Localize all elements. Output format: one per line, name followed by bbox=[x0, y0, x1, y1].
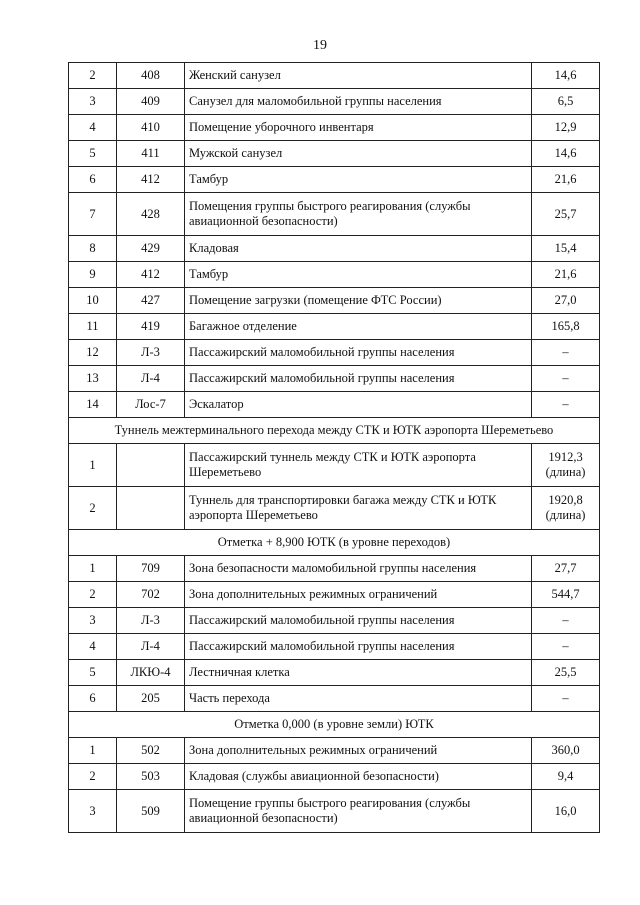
table-row bbox=[69, 288, 600, 314]
row-number: 5 bbox=[69, 660, 117, 686]
row-number: 1 bbox=[69, 444, 117, 487]
room-code: 709 bbox=[117, 556, 185, 582]
room-area: – bbox=[532, 608, 600, 634]
table-row bbox=[69, 167, 600, 193]
table-row bbox=[69, 63, 600, 89]
section-title: Отметка 0,000 (в уровне земли) ЮТК bbox=[69, 712, 600, 738]
row-number: 1 bbox=[69, 738, 117, 764]
room-code: 702 bbox=[117, 582, 185, 608]
table-row bbox=[69, 444, 600, 487]
room-area: 25,5 bbox=[532, 660, 600, 686]
table-row bbox=[69, 634, 600, 660]
room-code: 205 bbox=[117, 686, 185, 712]
room-code: 412 bbox=[117, 167, 185, 193]
room-name: Пассажирский маломобильной группы населения bbox=[185, 340, 532, 366]
table-row bbox=[69, 193, 600, 236]
row-number: 4 bbox=[69, 115, 117, 141]
room-code: Л-4 bbox=[117, 366, 185, 392]
room-code: 503 bbox=[117, 764, 185, 790]
room-name: Кладовая (службы авиационной безопасности) bbox=[185, 764, 532, 790]
row-number: 1 bbox=[69, 556, 117, 582]
table-row bbox=[69, 790, 600, 833]
row-number: 13 bbox=[69, 366, 117, 392]
table-row bbox=[69, 340, 600, 366]
row-number: 3 bbox=[69, 89, 117, 115]
section-row bbox=[69, 418, 600, 444]
row-number: 5 bbox=[69, 141, 117, 167]
row-number: 3 bbox=[69, 608, 117, 634]
room-name: Санузел для маломобильной группы населения bbox=[185, 89, 532, 115]
rooms-table-body bbox=[69, 63, 600, 833]
room-area: 21,6 bbox=[532, 167, 600, 193]
table-row bbox=[69, 764, 600, 790]
room-area: 544,7 bbox=[532, 582, 600, 608]
room-area: 27,0 bbox=[532, 288, 600, 314]
row-number: 8 bbox=[69, 236, 117, 262]
row-number: 7 bbox=[69, 193, 117, 236]
room-area: 1912,3 (длина) bbox=[532, 444, 600, 487]
row-number: 10 bbox=[69, 288, 117, 314]
room-code: 427 bbox=[117, 288, 185, 314]
table-row bbox=[69, 608, 600, 634]
room-name: Пассажирский туннель между СТК и ЮТК аэропорта Шереметьево bbox=[185, 444, 532, 487]
room-area: 27,7 bbox=[532, 556, 600, 582]
table-row bbox=[69, 236, 600, 262]
room-area: 21,6 bbox=[532, 262, 600, 288]
row-number: 2 bbox=[69, 487, 117, 530]
row-number: 2 bbox=[69, 63, 117, 89]
rooms-table bbox=[68, 62, 600, 833]
room-name: Женский санузел bbox=[185, 63, 532, 89]
section-row bbox=[69, 530, 600, 556]
room-code: 408 bbox=[117, 63, 185, 89]
room-name: Лестничная клетка bbox=[185, 660, 532, 686]
room-area: 16,0 bbox=[532, 790, 600, 833]
room-name: Пассажирский маломобильной группы населения bbox=[185, 366, 532, 392]
row-number: 2 bbox=[69, 764, 117, 790]
room-code bbox=[117, 487, 185, 530]
room-name: Зона безопасности маломобильной группы населения bbox=[185, 556, 532, 582]
room-area: 14,6 bbox=[532, 141, 600, 167]
room-code: 429 bbox=[117, 236, 185, 262]
room-name: Туннель для транспортировки багажа между СТК и ЮТК аэропорта Шереметьево bbox=[185, 487, 532, 530]
room-area: 360,0 bbox=[532, 738, 600, 764]
table-row bbox=[69, 556, 600, 582]
table-row bbox=[69, 366, 600, 392]
room-area: 12,9 bbox=[532, 115, 600, 141]
room-name: Пассажирский маломобильной группы населения bbox=[185, 608, 532, 634]
room-code: 411 bbox=[117, 141, 185, 167]
section-title: Отметка + 8,900 ЮТК (в уровне переходов) bbox=[69, 530, 600, 556]
room-name: Зона дополнительных режимных ограничений bbox=[185, 582, 532, 608]
room-name: Часть перехода bbox=[185, 686, 532, 712]
table-row bbox=[69, 582, 600, 608]
row-number: 11 bbox=[69, 314, 117, 340]
room-area: – bbox=[532, 392, 600, 418]
room-code: Лос-7 bbox=[117, 392, 185, 418]
table-row bbox=[69, 314, 600, 340]
room-code: 428 bbox=[117, 193, 185, 236]
row-number: 12 bbox=[69, 340, 117, 366]
section-row bbox=[69, 712, 600, 738]
room-code: 412 bbox=[117, 262, 185, 288]
row-number: 14 bbox=[69, 392, 117, 418]
room-name: Мужской санузел bbox=[185, 141, 532, 167]
room-area: 15,4 bbox=[532, 236, 600, 262]
room-area: 14,6 bbox=[532, 63, 600, 89]
room-name: Помещения группы быстрого реагирования (службы авиационной безопасности) bbox=[185, 193, 532, 236]
room-area: – bbox=[532, 366, 600, 392]
room-name: Зона дополнительных режимных ограничений bbox=[185, 738, 532, 764]
room-code: 409 bbox=[117, 89, 185, 115]
room-name: Пассажирский маломобильной группы населения bbox=[185, 634, 532, 660]
room-area: 165,8 bbox=[532, 314, 600, 340]
room-area: 1920,8 (длина) bbox=[532, 487, 600, 530]
row-number: 3 bbox=[69, 790, 117, 833]
table-row bbox=[69, 262, 600, 288]
room-code: 419 bbox=[117, 314, 185, 340]
room-area: – bbox=[532, 340, 600, 366]
room-code: Л-3 bbox=[117, 340, 185, 366]
room-name: Тамбур bbox=[185, 262, 532, 288]
row-number: 4 bbox=[69, 634, 117, 660]
room-code: Л-4 bbox=[117, 634, 185, 660]
room-name: Помещение группы быстрого реагирования (службы авиационной безопасности) bbox=[185, 790, 532, 833]
row-number: 6 bbox=[69, 686, 117, 712]
row-number: 9 bbox=[69, 262, 117, 288]
table-row bbox=[69, 141, 600, 167]
room-code: Л-3 bbox=[117, 608, 185, 634]
room-code: 509 bbox=[117, 790, 185, 833]
room-name: Помещение загрузки (помещение ФТС России) bbox=[185, 288, 532, 314]
room-code bbox=[117, 444, 185, 487]
room-name: Кладовая bbox=[185, 236, 532, 262]
page-number: 19 bbox=[313, 38, 327, 53]
room-area: – bbox=[532, 686, 600, 712]
table-row bbox=[69, 89, 600, 115]
room-name: Помещение уборочного инвентаря bbox=[185, 115, 532, 141]
table-row bbox=[69, 392, 600, 418]
room-name: Эскалатор bbox=[185, 392, 532, 418]
room-code: ЛКЮ-4 bbox=[117, 660, 185, 686]
room-name: Багажное отделение bbox=[185, 314, 532, 340]
room-area: – bbox=[532, 634, 600, 660]
room-code: 502 bbox=[117, 738, 185, 764]
room-area: 6,5 bbox=[532, 89, 600, 115]
room-area: 25,7 bbox=[532, 193, 600, 236]
section-title: Туннель межтерминального перехода между СТК и ЮТК аэропорта Шереметьево bbox=[69, 418, 600, 444]
table-row bbox=[69, 115, 600, 141]
table-row bbox=[69, 487, 600, 530]
table-row bbox=[69, 686, 600, 712]
table-row bbox=[69, 738, 600, 764]
room-area: 9,4 bbox=[532, 764, 600, 790]
row-number: 2 bbox=[69, 582, 117, 608]
row-number: 6 bbox=[69, 167, 117, 193]
room-code: 410 bbox=[117, 115, 185, 141]
table-row bbox=[69, 660, 600, 686]
room-name: Тамбур bbox=[185, 167, 532, 193]
